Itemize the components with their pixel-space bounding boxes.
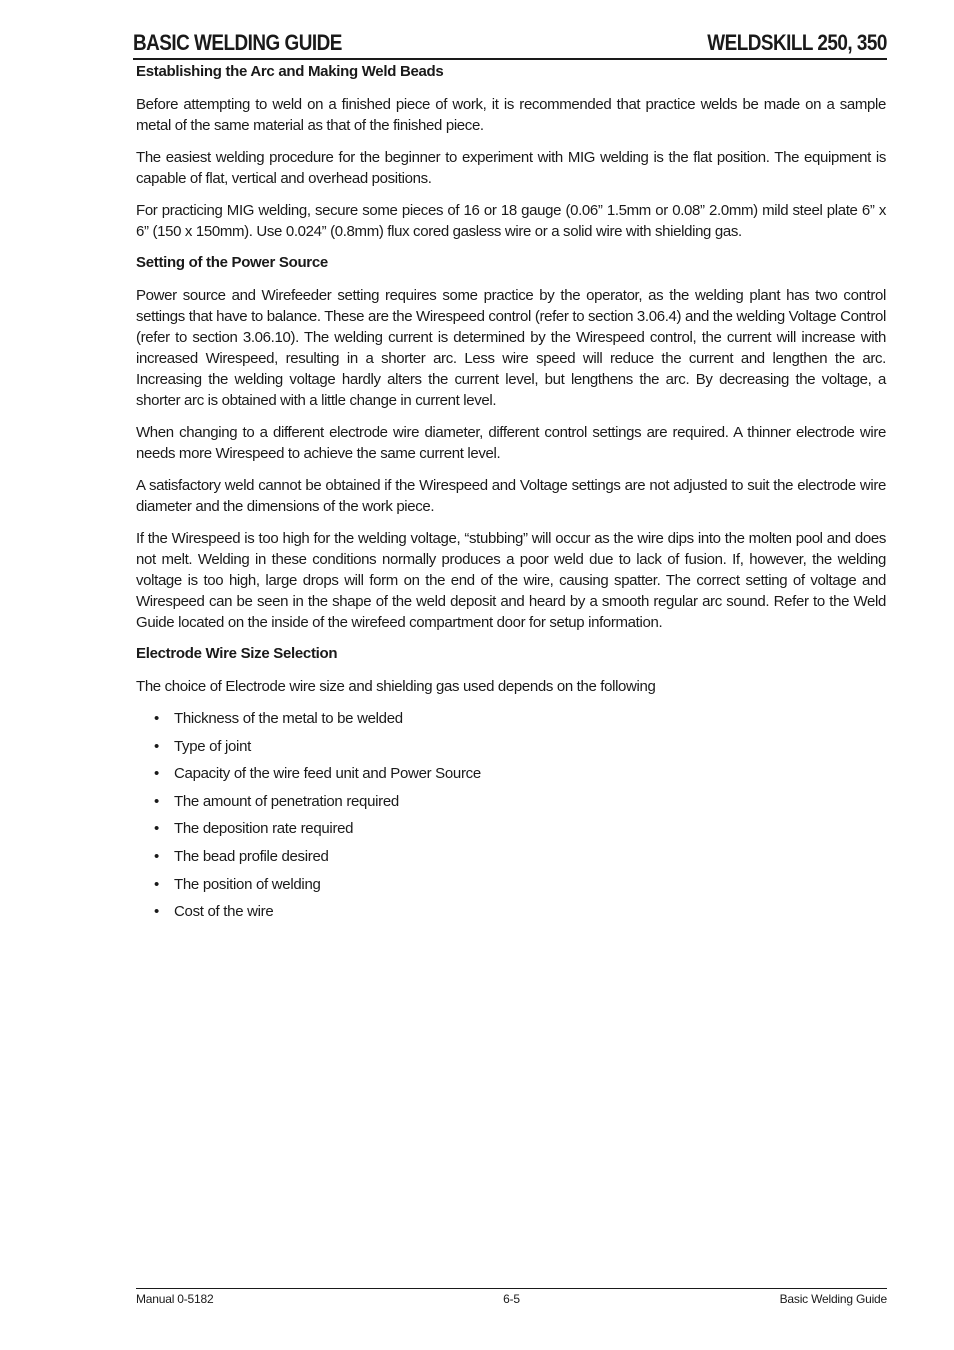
paragraph: If the Wirespeed is too high for the welding voltage, “stubbing” will occur as the wire dips into the molten pool and does not melt. Welding in these conditions normally produces a poor weld due to lack of fusion. If, however, the welding voltage is too high, large drops will form on the end of the wire, causing spatter. The correct setting of voltage and Wirespeed can be seen in the shape of the weld deposit and heard by a smooth regular arc sound. Refer to the Weld Guide located on the inside of the wirefeed compartment door for setup information. [136, 530, 886, 631]
bullet-icon: • [154, 737, 159, 755]
paragraph: For practicing MIG welding, secure some pieces of 16 or 18 gauge (0.06” 1.5mm or 0.08” 2.0mm) mild steel plate 6” x 6” (150 x 150mm). Use 0.024” (0.8mm) flux cored gasless wire or a solid wire with shielding gas. [136, 202, 886, 240]
paragraph: A satisfactory weld cannot be obtained if the Wirespeed and Voltage settings are not adjusted to suit the electrode wire diameter and the dimensions of the work piece. [136, 477, 886, 515]
paragraph: The choice of Electrode wire size and shielding gas used depends on the following [136, 678, 656, 695]
footer-manual-number: Manual 0-5182 [136, 1292, 214, 1306]
paragraph: Before attempting to weld on a finished piece of work, it is recommended that practice welds be made on a sample metal of the same material as that of the finished piece. [136, 96, 886, 134]
footer-section-title: Basic Welding Guide [779, 1292, 887, 1306]
section-heading-arc: Establishing the Arc and Making Weld Beads [136, 63, 444, 80]
list-item: • The bead profile desired [154, 847, 329, 865]
page-footer [136, 1288, 887, 1309]
list-item: • The amount of penetration required [154, 792, 399, 810]
wire-selection-list [136, 708, 886, 922]
footer-page-number: 6-5 [503, 1292, 520, 1306]
bullet-icon: • [154, 765, 159, 783]
list-item: • Thickness of the metal to be welded [154, 710, 403, 727]
section-heading-power-source: Setting of the Power Source [136, 254, 328, 271]
list-item: • Type of joint [154, 737, 251, 755]
section-heading-wire-size: Electrode Wire Size Selection [136, 645, 338, 662]
page-header [133, 28, 887, 60]
bullet-icon: • [154, 875, 159, 893]
bullet-icon: • [154, 847, 159, 865]
bullet-icon: • [154, 903, 159, 921]
paragraph: Power source and Wirefeeder setting requires some practice by the operator, as the welding plant has two control settings that have to balance. These are the Wirespeed control (refer to section 3.06.4) and the welding Voltage Control (refer to section 3.06.10). The welding current is determined by the Wirespeed control, the current will increase with increased Wirespeed, resulting in a shorter arc. Less wire speed will reduce the current and lengthen the arc. Increasing the welding voltage hardly alters the current level, but lengthens the arc. By decreasing the voltage, a shorter arc is obtained with a little change in current level. [136, 287, 886, 409]
bullet-icon: • [154, 820, 159, 838]
bullet-icon: • [154, 792, 159, 810]
paragraph: When changing to a different electrode wire diameter, different control settings are required. A thinner electrode wire needs more Wirespeed to achieve the same current level. [136, 424, 886, 462]
list-item: • The deposition rate required [154, 820, 354, 838]
bullet-icon: • [154, 710, 159, 727]
list-item: • The position of welding [154, 875, 321, 893]
list-item: • Capacity of the wire feed unit and Power Source [154, 765, 481, 783]
header-guide-title: BASIC WELDING GUIDE [133, 30, 342, 55]
paragraph: The easiest welding procedure for the beginner to experiment with MIG welding is the flat position. The equipment is capable of flat, vertical and overhead positions. [136, 149, 886, 187]
page-content [136, 62, 886, 929]
list-item: • Cost of the wire [154, 903, 274, 921]
header-product-title: WELDSKILL 250, 350 [707, 30, 887, 55]
